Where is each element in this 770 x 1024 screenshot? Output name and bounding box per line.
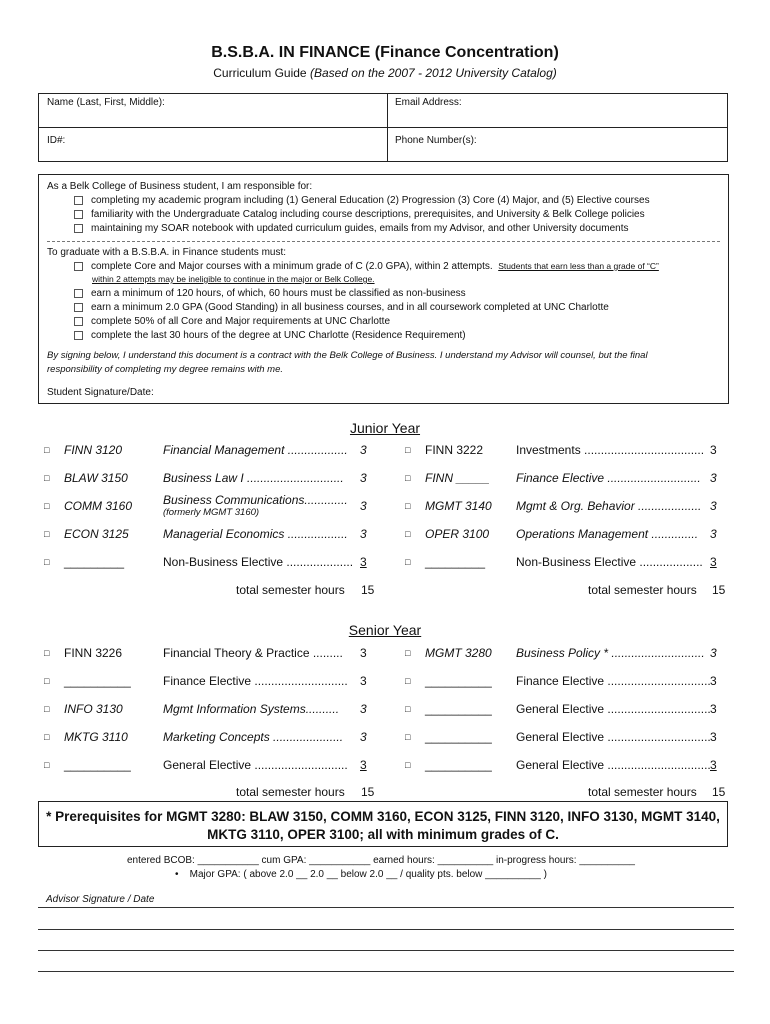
- checkbox-icon[interactable]: □: [405, 445, 411, 455]
- checkbox-icon[interactable]: □: [44, 732, 50, 742]
- graduation-heading: To graduate with a B.S.B.A. in Finance students must:: [47, 247, 287, 258]
- total-hours-label: total semester hours: [236, 583, 345, 597]
- checkbox-icon[interactable]: □: [44, 760, 50, 770]
- course-title: Business Law I .............................: [163, 471, 344, 485]
- requirements-box: [38, 174, 729, 404]
- signature-line[interactable]: [38, 929, 734, 930]
- course-code: __________: [425, 730, 492, 744]
- credit-hours: 3: [710, 443, 717, 457]
- course-code: __________: [64, 674, 131, 688]
- course-code: _________: [425, 555, 486, 569]
- credit-hours: 3: [360, 527, 367, 541]
- course-note: (formerly MGMT 3160): [163, 507, 260, 518]
- divider: [47, 241, 720, 242]
- credit-hours: 3: [710, 758, 717, 772]
- checkbox-icon: [74, 224, 83, 233]
- total-hours-label: total semester hours: [588, 583, 697, 597]
- senior-year-heading: Senior Year: [348, 622, 422, 638]
- checkbox-icon[interactable]: □: [405, 676, 411, 686]
- prerequisite-note: * Prerequisites for MGMT 3280: BLAW 3150, COMM 3160, ECON 3125, FINN 3120, INFO 3130, MGMT 3140, MKTG 3110, OPER 3100; all with minimum grades of C.: [38, 801, 728, 847]
- credit-hours: 3: [360, 555, 367, 569]
- credit-hours: 3: [710, 471, 717, 485]
- course-title: Non-Business Elective ....................: [163, 555, 354, 569]
- checkbox-icon[interactable]: □: [405, 557, 411, 567]
- course-code: FINN 3226: [64, 646, 123, 660]
- course-title: Business Policy * ............................: [516, 646, 705, 660]
- page-subtitle: [0, 66, 770, 80]
- responsibility-item: familiarity with the Undergraduate Catalog including course descriptions, prerequisites, and University & Belk College policies: [74, 209, 645, 220]
- graduation-item: complete the last 30 hours of the degree at UNC Charlotte (Residence Requirement): [74, 330, 466, 341]
- subtitle-note: (Based on the 2007 - 2012 University Catalog): [309, 66, 557, 80]
- course-code: MKTG 3110: [64, 730, 128, 744]
- course-code: _________: [64, 555, 125, 569]
- course-title: Non-Business Elective ...................: [516, 555, 703, 569]
- checkbox-icon: [74, 210, 83, 219]
- total-hours-value: 15: [712, 785, 726, 799]
- credit-hours: 3: [360, 674, 367, 688]
- credit-hours: 3: [710, 555, 717, 569]
- credit-hours: 3: [710, 646, 717, 660]
- course-title: Finance Elective ...............................: [516, 674, 711, 688]
- responsibility-heading: As a Belk College of Business student, I am responsible for:: [47, 181, 313, 192]
- junior-year-heading: Junior Year: [349, 420, 421, 436]
- course-code: ECON 3125: [64, 527, 129, 541]
- course-code: COMM 3160: [64, 499, 133, 513]
- checkbox-icon[interactable]: □: [405, 648, 411, 658]
- credit-hours: 3: [360, 499, 367, 513]
- total-hours-value: 15: [361, 785, 375, 799]
- credit-hours: 3: [360, 471, 367, 485]
- checkbox-icon[interactable]: □: [405, 529, 411, 539]
- responsibility-item: completing my academic program including (1) General Education (2) Progression (3) Core (4) Major, and (5) Elective courses: [74, 195, 650, 206]
- checkbox-icon[interactable]: □: [405, 760, 411, 770]
- course-title: Investments ....................................: [516, 443, 705, 457]
- signature-line[interactable]: [38, 971, 734, 972]
- checkbox-icon[interactable]: □: [405, 473, 411, 483]
- total-hours-value: 15: [361, 583, 375, 597]
- signature-line[interactable]: [38, 907, 734, 908]
- course-title: Mgmt Information Systems..........: [163, 702, 340, 716]
- credit-hours: 3: [710, 499, 717, 513]
- total-hours-value: 15: [712, 583, 726, 597]
- course-title: General Elective ...............................: [516, 758, 711, 772]
- course-title: Marketing Concepts .....................: [163, 730, 344, 744]
- credit-hours: 3: [710, 702, 717, 716]
- checkbox-icon[interactable]: □: [405, 732, 411, 742]
- course-code: __________: [425, 702, 492, 716]
- total-hours-label: total semester hours: [236, 785, 345, 799]
- course-title: General Elective ............................: [163, 758, 348, 772]
- checkbox-icon[interactable]: □: [44, 676, 50, 686]
- course-title: Financial Management ..................: [163, 443, 348, 457]
- credit-hours: 3: [360, 646, 367, 660]
- course-title: Mgmt & Org. Behavior ...................: [516, 499, 702, 513]
- course-title: Finance Elective ............................: [163, 674, 348, 688]
- checkbox-icon: [74, 196, 83, 205]
- total-hours-label: total semester hours: [588, 785, 697, 799]
- name-field[interactable]: Name (Last, First, Middle):: [47, 97, 165, 108]
- credit-hours: 3: [710, 730, 717, 744]
- credit-hours: 3: [360, 758, 367, 772]
- checkbox-icon[interactable]: □: [405, 704, 411, 714]
- course-code: FINN 3222: [425, 443, 484, 457]
- graduation-item: earn a minimum of 120 hours, of which, 60 hours must be classified as non-business: [74, 288, 466, 299]
- graduation-item: complete Core and Major courses with a minimum grade of C (2.0 GPA), within 2 attempts. Students that earn less than a grade of “C”: [74, 261, 659, 272]
- advisor-stats-line: entered BCOB: ___________ cum GPA: ___________ earned hours: __________ in-progress hours: __________: [127, 855, 635, 866]
- course-code: FINN 3120: [64, 443, 123, 457]
- course-code: BLAW 3150: [64, 471, 128, 485]
- checkbox-icon: [74, 331, 83, 340]
- checkbox-icon[interactable]: □: [44, 501, 50, 511]
- course-title: Operations Management ..............: [516, 527, 699, 541]
- checkbox-icon[interactable]: □: [44, 648, 50, 658]
- responsibility-item: maintaining my SOAR notebook with updated curriculum guides, emails from my Advisor, and other University documents: [74, 223, 628, 234]
- course-title: Managerial Economics ..................: [163, 527, 348, 541]
- checkbox-icon[interactable]: □: [44, 473, 50, 483]
- major-gpa-line: • Major GPA: ( above 2.0 __ 2.0 __ below 2.0 __ / quality pts. below __________ ): [175, 869, 547, 880]
- course-code: MGMT 3280: [425, 646, 492, 660]
- course-title: Business Communications.............: [163, 493, 348, 507]
- course-code: __________: [425, 758, 492, 772]
- checkbox-icon: [74, 262, 83, 271]
- graduation-item-note: within 2 attempts may be ineligible to continue in the major or Belk College.: [92, 274, 375, 284]
- course-title: Finance Elective ............................: [516, 471, 701, 485]
- course-code: OPER 3100: [425, 527, 490, 541]
- checkbox-icon[interactable]: □: [44, 704, 50, 714]
- credit-hours: 3: [710, 674, 717, 688]
- student-signature-label: Student Signature/Date:: [47, 387, 154, 398]
- checkbox-icon[interactable]: □: [44, 445, 50, 455]
- checkbox-icon[interactable]: □: [44, 529, 50, 539]
- credit-hours: 3: [360, 702, 367, 716]
- course-title: Financial Theory & Practice .........: [163, 646, 343, 660]
- credit-hours: 3: [360, 443, 367, 457]
- signature-line[interactable]: [38, 950, 734, 951]
- email-field[interactable]: Email Address:: [395, 97, 462, 108]
- graduation-item: complete 50% of all Core and Major requirements at UNC Charlotte: [74, 316, 390, 327]
- id-field[interactable]: ID#:: [47, 135, 66, 146]
- contract-text: responsibility of completing my degree remains with me.: [47, 364, 284, 375]
- course-title: General Elective ...............................: [516, 730, 711, 744]
- contract-text: By signing below, I understand this document is a contract with the Belk College of Business. I understand my Advisor will counsel, but the final: [47, 350, 648, 361]
- phone-field[interactable]: Phone Number(s):: [395, 135, 477, 146]
- course-code: __________: [425, 674, 492, 688]
- course-title: General Elective ...............................: [516, 702, 711, 716]
- course-code: MGMT 3140: [425, 499, 492, 513]
- advisor-signature-label: Advisor Signature / Date: [46, 894, 155, 905]
- checkbox-icon: [74, 289, 83, 298]
- subtitle-main: Curriculum Guide: [213, 66, 307, 80]
- student-info-box: [38, 93, 728, 162]
- checkbox-icon[interactable]: □: [405, 501, 411, 511]
- course-code: __________: [64, 758, 131, 772]
- credit-hours: 3: [360, 730, 367, 744]
- course-code: INFO 3130: [64, 702, 123, 716]
- graduation-item: earn a minimum 2.0 GPA (Good Standing) in all business courses, and in all coursework completed at UNC Charlotte: [74, 302, 609, 313]
- checkbox-icon: [74, 303, 83, 312]
- course-code: FINN _____: [425, 471, 490, 485]
- credit-hours: 3: [710, 527, 717, 541]
- page-title: B.S.B.A. IN FINANCE (Finance Concentration): [211, 44, 559, 61]
- bullet-icon: •: [175, 869, 179, 880]
- checkbox-icon: [74, 317, 83, 326]
- checkbox-icon[interactable]: □: [44, 557, 50, 567]
